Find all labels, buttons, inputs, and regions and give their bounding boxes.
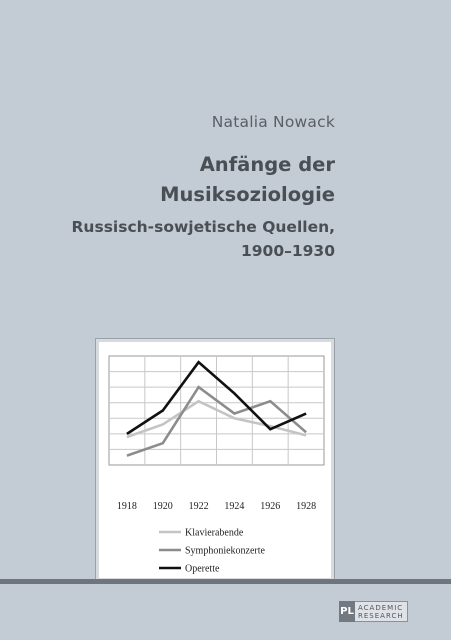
x-tick-label: 1918 xyxy=(116,501,137,512)
x-tick-label: 1926 xyxy=(260,501,281,512)
author: Natalia Nowack xyxy=(211,113,335,131)
book-title xyxy=(160,150,335,210)
legend-label: Klavierabende xyxy=(185,527,244,539)
x-tick-label: 1928 xyxy=(296,501,317,512)
cover-rule xyxy=(0,579,451,584)
publisher-line-1: ACADEMIC xyxy=(358,603,404,612)
publisher-mark: PL xyxy=(339,601,355,622)
publisher-logo xyxy=(339,601,408,622)
title-line-1: Anfänge der xyxy=(199,153,335,176)
title-line-2: Musiksoziologie xyxy=(160,183,335,206)
legend-label: Symphoniekonzerte xyxy=(185,545,265,557)
x-tick-label: 1920 xyxy=(152,501,173,512)
cover-chart xyxy=(95,338,335,582)
publisher-line-2: RESEARCH xyxy=(358,611,404,620)
publisher-name xyxy=(355,601,408,622)
legend-label: Operette xyxy=(185,563,220,575)
subtitle-line-2: 1900–1930 xyxy=(240,242,335,260)
line-chart xyxy=(96,339,334,581)
book-subtitle xyxy=(72,215,336,263)
subtitle-line-1: Russisch-sowjetische Quellen, xyxy=(71,218,335,236)
x-tick-label: 1924 xyxy=(224,501,245,512)
x-tick-label: 1922 xyxy=(188,501,209,512)
